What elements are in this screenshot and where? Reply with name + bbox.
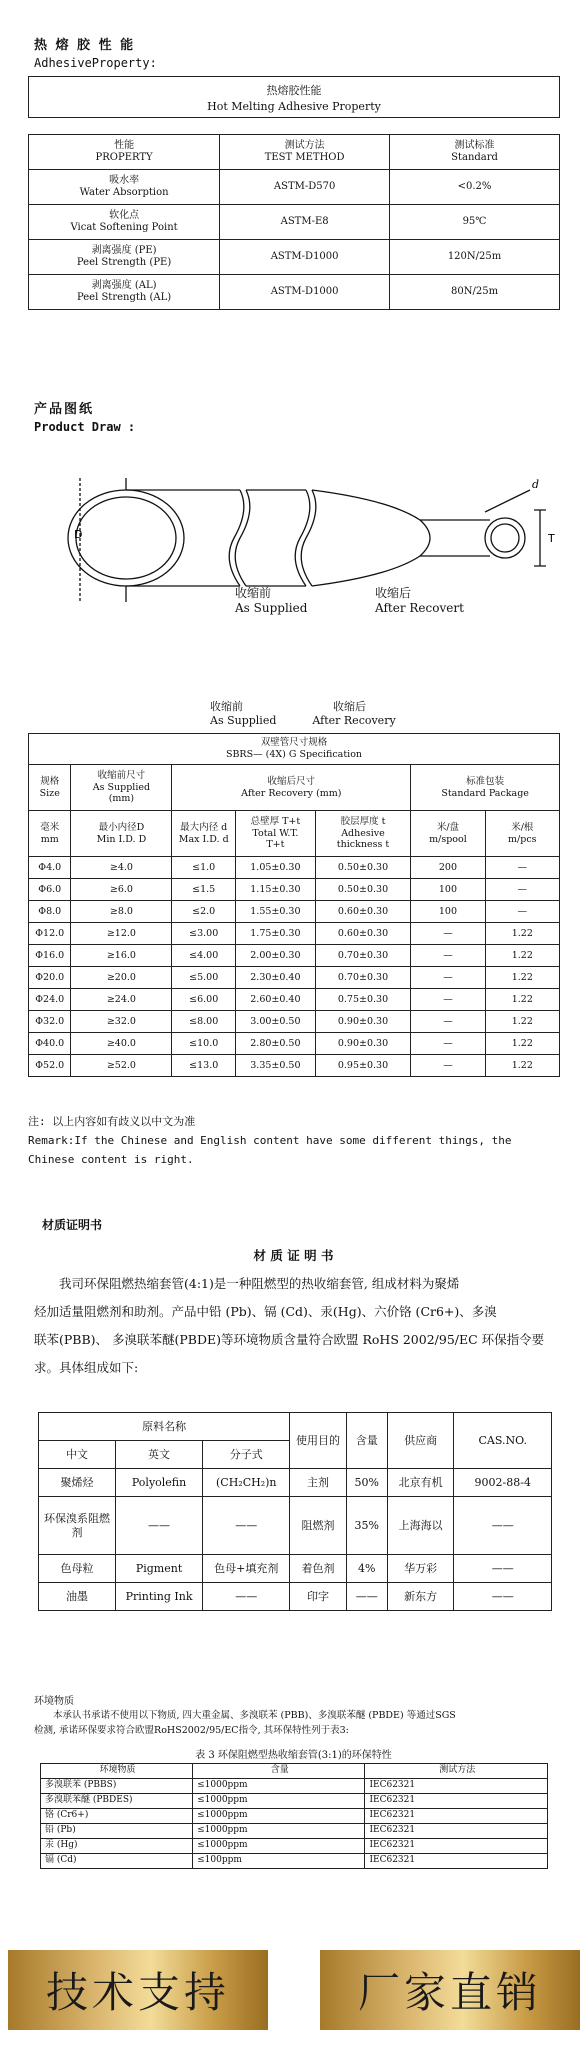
spec-top-labels: 收缩前 收缩后	[210, 700, 366, 713]
tech-support-banner: 技术支持	[8, 1950, 268, 2030]
table-row: 多溴联苯 (PBBS) ≤1000ppm IEC62321	[41, 1779, 548, 1794]
tube-end-outer	[68, 490, 184, 586]
before-label: 收缩前 As Supplied	[235, 586, 308, 615]
shrunk-section	[312, 490, 490, 586]
box-title-en: Hot Melting Adhesive Property	[207, 100, 381, 113]
table-row: 聚烯烃 Polyolefin (CH₂CH₂)n 主剂 50% 北京有机 9002-88-4	[39, 1469, 552, 1497]
table-row: Φ12.0 ≥12.0 ≤3.00 1.75±0.30 0.60±0.30 — 1.22	[29, 923, 560, 945]
spec-top-labels-en: As Supplied After Recovery	[210, 714, 396, 727]
header-cell: 测试标准 Standard	[390, 135, 560, 170]
table-row: Φ4.0 ≥4.0 ≤1.0 1.05±0.30 0.50±0.30 200 —	[29, 857, 560, 879]
tube-end-inner	[76, 497, 176, 579]
env-table-caption: 表 3 环保阻燃型热收缩套管(3:1)的环保特性	[195, 1750, 392, 1761]
adhesive-section-subtitle: AdhesiveProperty:	[34, 56, 157, 70]
shrunk-end-inner	[491, 524, 519, 552]
table-row: Φ40.0 ≥40.0 ≤10.0 2.80±0.50 0.90±0.30 — 1.22	[29, 1033, 560, 1055]
product-draw-subtitle: Product Draw :	[34, 420, 136, 434]
adhesive-property-box	[28, 76, 560, 118]
table-row: 铅 (Pb) ≤1000ppm IEC62321	[41, 1824, 548, 1839]
material-table: 原料名称 使用目的 含量 供应商 CAS.NO. 中文 英文 分子式 聚烯烃 Polyolefin (CH₂CH₂)n 主剂 50% 北京有机 9002-88-4 环保溴系阻燃剂 —— —— 阻燃剂 35% 上海海以 —— 色母粒 Pigment 色母+填充剂 着色剂 4% 华万彩 —— 油墨 Printing Ink —— 印字 —— 新东方 ——	[38, 1412, 552, 1611]
adhesive-section-title: 热 熔 胶 性 能	[34, 38, 136, 53]
table-row: 环保溴系阻燃剂 —— —— 阻燃剂 35% 上海海以 ——	[39, 1497, 552, 1555]
product-drawing	[60, 470, 560, 620]
table-row: Φ20.0 ≥20.0 ≤5.00 2.30±0.40 0.70±0.30 — 1.22	[29, 967, 560, 989]
dim-D-label: D	[74, 528, 83, 541]
table-row: 镉 (Cd) ≤100ppm IEC62321	[41, 1854, 548, 1869]
factory-direct-banner: 厂家直销	[320, 1950, 580, 2030]
remark: 注: 以上内容如有歧义以中文为准 Remark:If the Chinese and English content have some different things, the Chinese content is right.	[28, 1115, 512, 1166]
table-row: 软化点 Vicat Softening Point ASTM-E8 95℃	[29, 205, 560, 240]
table-header-row	[29, 135, 560, 170]
env-title: 环境物质	[34, 1696, 74, 1707]
material-cert-heading: 材 质 证 明 书	[253, 1248, 334, 1263]
header-cell: 性能 PROPERTY	[29, 135, 220, 170]
table-row: 铬 (Cr6+) ≤1000ppm IEC62321	[41, 1809, 548, 1824]
break-left	[229, 490, 244, 586]
table-row: 剥离强度 (AL) Peel Strength (AL) ASTM-D1000 80N/25m	[29, 275, 560, 310]
table-row: Φ16.0 ≥16.0 ≤4.00 2.00±0.30 0.70±0.30 — 1.22	[29, 945, 560, 967]
dim-d-label: d	[532, 478, 540, 491]
table-row: Φ8.0 ≥8.0 ≤2.0 1.55±0.30 0.60±0.30 100 —	[29, 901, 560, 923]
table-row: Φ52.0 ≥52.0 ≤13.0 3.35±0.50 0.95±0.30 — 1.22	[29, 1055, 560, 1077]
table-row: Φ24.0 ≥24.0 ≤6.00 2.60±0.40 0.75±0.30 — 1.22	[29, 989, 560, 1011]
table-row: 吸水率 Water Absorption ASTM-D570 <0.2%	[29, 170, 560, 205]
env-table: 环境物质 含量 测试方法 多溴联苯 (PBBS) ≤1000ppm IEC62321 多溴联苯醚 (PBDES) ≤1000ppm IEC62321 铬 (Cr6+) ≤1000ppm IEC62321 铅 (Pb) ≤1000ppm IEC62321 汞 (Hg) ≤1000ppm IEC62321 镉 (Cd) ≤100ppm IEC62321	[40, 1763, 548, 1869]
table-row: 剥离强度 (PE) Peel Strength (PE) ASTM-D1000 120N/25m	[29, 240, 560, 275]
after-label: 收缩后 After Recovert	[375, 586, 464, 615]
table-row: Φ6.0 ≥6.0 ≤1.5 1.15±0.30 0.50±0.30 100 —	[29, 879, 560, 901]
table-row: 油墨 Printing Ink —— 印字 —— 新东方 ——	[39, 1583, 552, 1611]
product-draw-title: 产品图纸	[34, 402, 95, 417]
spec-table: 双壁管尺寸规格 SBRS— (4X) G Specification 规格 Size 收缩前尺寸 As Supplied (mm) 收缩后尺寸 After Recovery (mm) 标准包装 Standard Package 毫米 mm 最小内径D Min I.D. D 最大内径 d Max I.D. d 总壁厚 T+t Total W.T. T+t 胶层厚度 t Adhesive thickness t 米/盘 m/spool 米/根 m/pcs Φ4.0 ≥4.0 ≤1.0 1.05±0.30 0.50±0.30 200 — Φ6.0 ≥6.0 ≤1.5 1.15±0.30 0.50±0.30 100 — Φ8.0 ≥8.0 ≤2.0 1.55±0.30 0.60±0.30 100 — Φ12.0 ≥12.0 ≤3.00 1.75±0.30 0.60±0.30 — 1.22 Φ16.0 ≥16.0 ≤4.00 2.00±0.30 0.70±0.30 — 1.22 Φ20.0 ≥20.0 ≤5.00 2.30±0.40 0.70±0.30 — 1.22 Φ24.0 ≥24.0 ≤6.00 2.60±0.40 0.75±0.30 — 1.22 Φ32.0 ≥32.0 ≤8.00 3.00±0.50 0.90±0.30 — 1.22 Φ40.0 ≥40.0 ≤10.0 2.80±0.50 0.90±0.30 — 1.22 Φ52.0 ≥52.0 ≤13.0 3.35±0.50 0.95±0.30 — 1.22	[28, 733, 560, 1077]
material-cert-title: 材质证明书	[42, 1218, 103, 1232]
header-cell: 测试方法 TEST METHOD	[220, 135, 390, 170]
material-cert-paragraph: 我司环保阻燃热缩套管(4:1)是一种阻燃型的热收缩套管, 组成材料为聚烯 烃加适量阻燃剂和助剂。产品中铅 (Pb)、镉 (Cd)、汞(Hg)、六价铬 (Cr6+)、多溴 联苯(PBB)、 多溴联苯醚(PBDE)等环境物质含量符合欧盟 RoHS 2002/95/EC 环保指令要 求。具体组成如下:	[34, 1276, 545, 1375]
table-row: 色母粒 Pigment 色母+填充剂 着色剂 4% 华万彩 ——	[39, 1555, 552, 1583]
table-row: Φ32.0 ≥32.0 ≤8.00 3.00±0.50 0.90±0.30 — 1.22	[29, 1011, 560, 1033]
adhesive-property-table	[28, 134, 560, 310]
break-right	[295, 490, 310, 586]
box-title-cn: 热熔胶性能	[266, 84, 322, 97]
table-row: 多溴联苯醚 (PBDES) ≤1000ppm IEC62321	[41, 1794, 548, 1809]
tube-outline	[126, 490, 240, 586]
dim-T-label: T	[548, 532, 555, 545]
env-paragraph: 本承认书承诺不使用以下物质, 四大重金属、多溴联苯 (PBB)、多溴联苯醚 (PBDE) 等通过SGS 检测, 承诺环保要求符合欧盟RoHS2002/95/EC指令, 其环保特性列于表3:	[34, 1710, 456, 1736]
table-row: 汞 (Hg) ≤1000ppm IEC62321	[41, 1839, 548, 1854]
